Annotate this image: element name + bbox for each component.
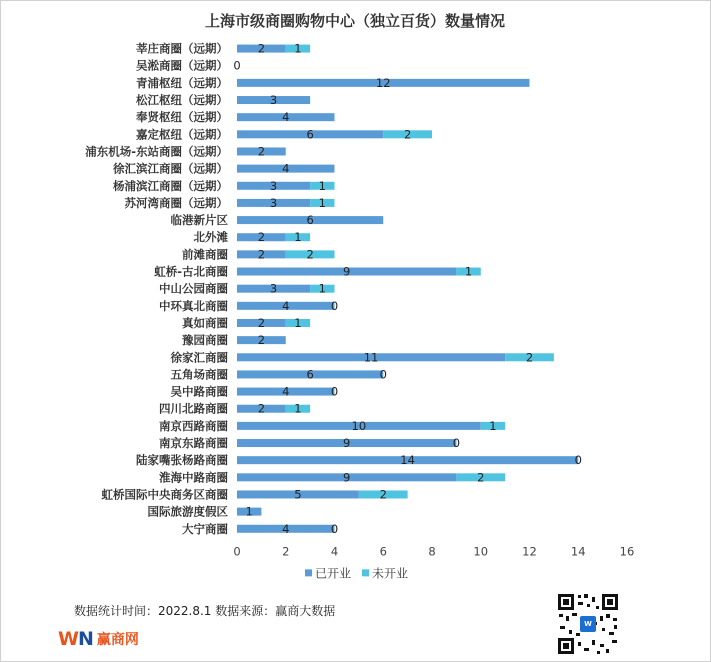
data-label-opened: 2 — [257, 401, 266, 416]
brand-name: 赢商网 — [96, 632, 139, 648]
category-label: 徐家汇商圈 — [170, 350, 228, 365]
data-label-not-opened: 2 — [403, 127, 412, 142]
chart-title: 上海市级商圈购物中心（独立百货）数量情况 — [204, 12, 506, 30]
data-label-not-opened: 1 — [318, 195, 326, 210]
data-label-opened: 4 — [282, 521, 290, 536]
category-label: 大宁商圈 — [182, 521, 228, 536]
data-label-opened: 4 — [282, 161, 290, 176]
data-label-opened: 4 — [282, 384, 290, 399]
data-label-not-opened: 0 — [452, 436, 461, 451]
data-label-not-opened: 2 — [525, 350, 534, 365]
legend-swatch — [305, 569, 312, 576]
data-label-not-opened: 1 — [318, 178, 326, 193]
data-label-opened: 2 — [257, 144, 266, 159]
qr-code-icon — [556, 592, 620, 656]
source-note: 数据统计时间：2022.8.1 数据来源：赢商大数据 — [74, 604, 336, 618]
category-label: 中环真北商圈 — [159, 298, 228, 313]
category-label: 奉贤枢纽（远期） — [136, 110, 228, 125]
x-tick-label: 12 — [522, 544, 537, 559]
brand-block — [58, 628, 139, 650]
legend-entry: 未开业 — [372, 566, 409, 581]
x-tick-label: 2 — [282, 544, 290, 559]
data-label-opened: 2 — [257, 230, 266, 245]
data-label-opened: 6 — [306, 367, 314, 382]
data-label-not-opened: 2 — [379, 487, 387, 502]
data-label-opened: 9 — [343, 436, 351, 451]
data-label-opened: 3 — [269, 93, 278, 108]
data-label-not-opened: 1 — [318, 281, 326, 296]
category-label: 徐汇滨江商圈（远期） — [113, 161, 228, 176]
x-tick-label: 6 — [379, 544, 387, 559]
data-label-opened: 4 — [282, 110, 290, 125]
data-label-opened: 3 — [269, 281, 278, 296]
category-label: 浦东机场-东站商圈（远期） — [85, 144, 228, 159]
x-tick-label: 10 — [473, 544, 489, 559]
category-label: 松江枢纽（远期） — [136, 93, 228, 108]
data-label-not-opened: 0 — [574, 453, 582, 468]
svg-text:W: W — [584, 620, 592, 628]
data-label-not-opened: 0 — [330, 384, 339, 399]
x-tick-label: 8 — [428, 544, 436, 559]
data-label-opened: 0 — [233, 58, 241, 73]
category-label: 豫园商圈 — [182, 333, 228, 348]
category-label: 临港新片区 — [170, 213, 228, 228]
category-label: 吴淞商圈（远期） — [136, 58, 228, 73]
data-label-opened: 12 — [375, 75, 391, 90]
category-label: 南京西路商圈 — [159, 418, 228, 433]
category-label: 苏河湾商圈（远期） — [124, 195, 228, 210]
data-label-opened: 9 — [343, 264, 351, 279]
brand-logo: WN — [58, 628, 93, 650]
data-label-not-opened: 1 — [464, 264, 473, 279]
data-label-opened: 2 — [257, 41, 266, 56]
data-label-not-opened: 0 — [379, 367, 387, 382]
data-label-opened: 5 — [294, 487, 302, 502]
category-label: 四川北路商圈 — [159, 401, 228, 416]
category-label: 杨浦滨江商圈（远期） — [113, 178, 228, 193]
x-tick-label: 16 — [619, 544, 635, 559]
data-label-not-opened: 1 — [489, 418, 497, 433]
x-tick-label: 14 — [570, 544, 586, 559]
data-label-opened: 10 — [351, 418, 367, 433]
category-label: 虹桥-古北商圈 — [154, 264, 228, 279]
category-label: 北外滩 — [193, 230, 228, 245]
category-label: 五角场商圈 — [170, 367, 228, 382]
data-label-opened: 2 — [257, 247, 266, 262]
data-label-not-opened: 2 — [306, 247, 314, 262]
category-label: 陆家嘴张杨路商圈 — [136, 453, 228, 468]
x-tick-label: 0 — [233, 544, 241, 559]
data-label-opened: 14 — [400, 453, 415, 468]
data-label-opened: 6 — [306, 127, 314, 142]
category-label: 中山公园商圈 — [159, 281, 228, 296]
category-label: 南京东路商圈 — [159, 436, 228, 451]
bars-layer — [233, 42, 582, 536]
legend — [305, 565, 408, 580]
data-label-not-opened: 1 — [294, 41, 302, 56]
data-label-not-opened: 0 — [330, 298, 339, 313]
legend-entry: 已开业 — [315, 566, 352, 581]
data-label-opened: 6 — [306, 213, 314, 228]
data-label-opened: 4 — [282, 298, 290, 313]
x-axis-ticks — [233, 544, 634, 558]
x-tick-label: 4 — [330, 544, 339, 559]
legend-swatch — [362, 569, 369, 576]
data-label-opened: 1 — [245, 504, 253, 519]
data-label-opened: 2 — [257, 315, 266, 330]
data-label-opened: 2 — [257, 333, 266, 348]
data-label-not-opened: 1 — [294, 230, 302, 245]
category-label: 真如商圈 — [182, 315, 228, 330]
category-label: 前滩商圈 — [182, 247, 228, 262]
data-label-opened: 11 — [363, 350, 379, 365]
category-label: 嘉定枢纽（远期） — [136, 127, 228, 142]
data-label-not-opened: 1 — [294, 315, 302, 330]
category-label: 青浦枢纽（远期） — [136, 75, 228, 90]
data-label-opened: 3 — [269, 178, 278, 193]
category-label: 虹桥国际中央商务区商圈 — [101, 487, 228, 502]
category-labels — [85, 42, 228, 536]
data-label-not-opened: 0 — [330, 521, 339, 536]
data-label-opened: 9 — [343, 470, 351, 485]
category-label: 莘庄商圈（远期） — [136, 41, 228, 56]
category-label: 国际旅游度假区 — [147, 504, 228, 519]
category-label: 吴中路商圈 — [170, 384, 228, 399]
category-label: 淮海中路商圈 — [159, 470, 228, 485]
data-label-not-opened: 1 — [294, 401, 302, 416]
data-label-not-opened: 2 — [477, 470, 485, 485]
data-label-opened: 3 — [269, 195, 278, 210]
